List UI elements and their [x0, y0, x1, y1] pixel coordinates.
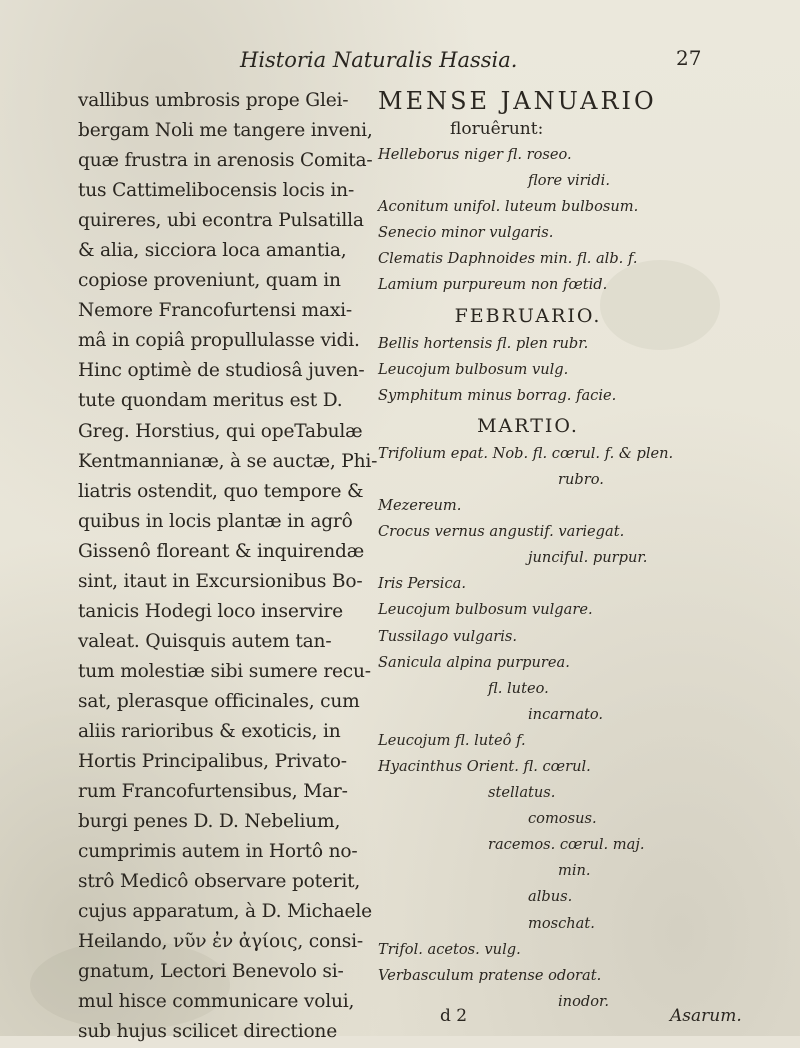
plant-entry: min. — [558, 862, 591, 880]
plant-list-february — [378, 331, 718, 409]
text-line: mul hisce communicare volui, — [78, 991, 355, 1013]
floruerunt-label: floruêrunt: — [450, 119, 544, 139]
plant-entry: Tussilago vulgaris. — [378, 627, 518, 645]
signature-mark: d 2 — [440, 1006, 468, 1026]
footer — [440, 1006, 742, 1026]
plant-list-january — [378, 142, 718, 299]
text-line: & alia, sicciora loca amantia, — [78, 240, 347, 262]
text-line: aliis rarioribus & exoticis, in — [78, 720, 341, 742]
text-line: sat, plerasque officinales, cum — [78, 690, 360, 712]
plant-entry: racemos. cœrul. maj. — [488, 836, 645, 854]
plant-entry: fl. luteo. — [488, 679, 549, 697]
plant-entry: Leucojum bulbosum vulgare. — [378, 601, 593, 619]
text-line: Hortis Principalibus, Privato- — [78, 751, 347, 773]
plant-entry: Bellis hortensis fl. plen rubr. — [378, 334, 589, 352]
plant-entry: inodor. — [558, 992, 609, 1010]
plant-entry: Iris Persica. — [378, 575, 466, 593]
plant-entry: comosus. — [528, 810, 597, 828]
text-line: bergam Noli me tangere inveni, — [78, 120, 373, 142]
right-column-plant-list — [378, 86, 718, 1015]
text-line: sint, itaut in Excursionibus Bo- — [78, 570, 363, 592]
plant-entry: Leucojum fl. luteô f. — [378, 731, 526, 749]
month-heading-march: MARTIO. — [477, 414, 579, 437]
plant-entry: Leucojum bulbosum vulg. — [378, 360, 569, 378]
running-head: Historia Naturalis Hassia. — [240, 48, 518, 72]
month-heading-february: FEBRUARIO. — [454, 304, 602, 327]
text-line: sub hujus scilicet directione — [78, 1021, 338, 1043]
plant-entry: Senecio minor vulgaris. — [378, 224, 554, 242]
text-line: burgi penes D. D. Nebelium, — [78, 811, 341, 833]
text-line: quireres, ubi econtra Pulsatilla — [78, 210, 364, 232]
text-line: quibus in locis plantæ in agrô — [78, 510, 353, 532]
text-line: liatris ostendit, quo tempore & — [78, 480, 364, 502]
plant-entry: junciful. purpur. — [528, 549, 648, 567]
page-number: 27 — [676, 46, 702, 70]
text-line: tum molestiæ sibi sumere recu- — [78, 660, 371, 682]
text-line: Gissenô floreant & inquirendæ — [78, 540, 364, 562]
plant-entry: Aconitum unifol. luteum bulbosum. — [378, 198, 639, 216]
plant-entry: moschat. — [528, 914, 595, 932]
plant-entry: albus. — [528, 888, 573, 906]
left-column-text — [78, 86, 378, 1048]
plant-entry: Lamium purpureum non fœtid. — [378, 276, 608, 294]
text-line: valeat. Quisquis autem tan- — [78, 630, 332, 652]
text-line: cumprimis autem in Hortô no- — [78, 841, 358, 863]
catchword: Asarum. — [670, 1006, 742, 1026]
text-line: tute quondam meritus est D. — [78, 390, 343, 412]
text-line: Kentmannianæ, à se auctæ, Phi- — [78, 450, 378, 472]
plant-entry: Mezereum. — [378, 497, 462, 515]
text-line: cujus apparatum, à D. Michaele — [78, 901, 372, 923]
plant-list-march — [378, 441, 718, 1015]
text-line: gnatum, Lectori Benevolo si- — [78, 961, 344, 983]
plant-entry: Helleborus niger fl. roseo. — [378, 146, 572, 163]
text-line: tanicis Hodegi loco inservire — [78, 600, 343, 622]
plant-entry: flore viridi. — [528, 172, 610, 190]
plant-entry: Hyacinthus Orient. fl. cœrul. — [378, 757, 591, 775]
text-line: tus Cattimelibocensis locis in- — [78, 180, 355, 202]
plant-entry: incarnato. — [528, 705, 604, 723]
text-line: copiose proveniunt, quam in — [78, 270, 341, 292]
plant-entry: Trifol. acetos. vulg. — [378, 940, 521, 958]
plant-entry: Crocus vernus angustif. variegat. — [378, 523, 625, 541]
plant-entry: stellatus. — [488, 784, 556, 802]
text-line: strô Medicô observare poterit, — [78, 871, 361, 893]
plant-entry: Verbasculum pratense odorat. — [378, 966, 602, 984]
text-line: quæ frustra in arenosis Comita- — [78, 150, 373, 172]
plant-entry: Sanicula alpina purpurea. — [378, 653, 570, 671]
text-line: Heilando, νῦν ἐν ἀγίοις, consi- — [78, 931, 363, 953]
text-line: Greg. Horstius, qui opeTabulæ — [78, 420, 363, 442]
plant-entry: rubro. — [558, 470, 604, 488]
text-line: Hinc optimè de studiosâ juven- — [78, 360, 365, 382]
plant-entry: Symphitum minus borrag. facie. — [378, 386, 617, 404]
text-line: vallibus umbrosis prope Glei- — [78, 90, 349, 111]
text-line: rum Francofurtensibus, Mar- — [78, 781, 348, 803]
text-line: mâ in copiâ propullulasse vidi. — [78, 330, 360, 352]
plant-entry: Trifolium epat. Nob. fl. cœrul. f. & plen. — [378, 444, 674, 462]
month-heading-january: MENSE JANUARIO — [378, 87, 657, 115]
plant-entry: Clematis Daphnoides min. fl. alb. f. — [378, 250, 638, 268]
text-line: Nemore Francofurtensi maxi- — [78, 300, 352, 322]
